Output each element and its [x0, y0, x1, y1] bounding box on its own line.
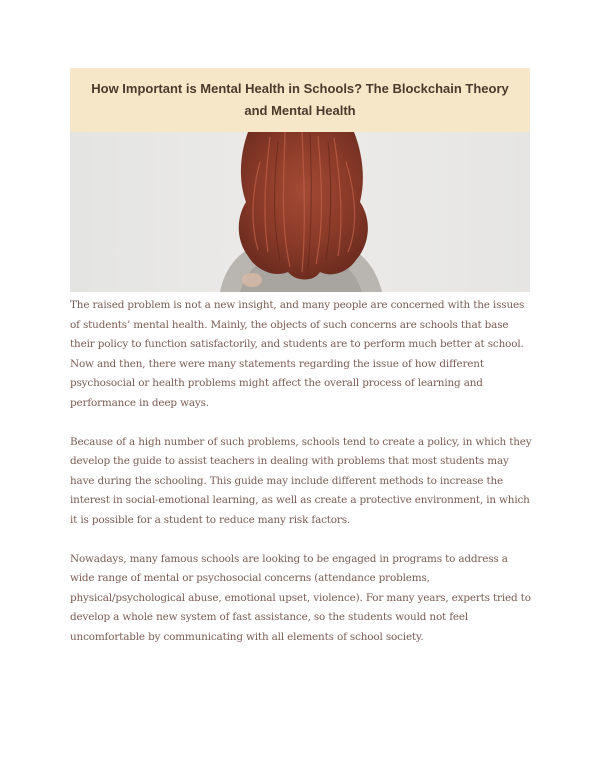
- hero-image: [70, 132, 530, 292]
- title-banner: [70, 68, 530, 132]
- paragraph: Nowadays, many famous schools are looking to be engaged in programs to address a wide range of mental or psychosocial concerns (attendance problems, physical/psychological abuse, emotional upset, violence). For many years, experts tried to develop a whole new system of fast assistance, so the students would not feel uncomfortable by communicating with all elements of school society.: [70, 552, 531, 643]
- paragraph: The raised problem is not a new insight, and many people are concerned with the issues of students’ mental health. Mainly, the objects of such concerns are schools that base their policy to function satisfactorily, and students are to perform much better at school. Now and then, there were many statements regarding the issue of how different psychosocial or health problems might affect the overall process of learning and performance in deep ways.: [70, 299, 525, 409]
- page-title: How Important is Mental Health in Schools? The Blockchain Theory and Mental Health: [91, 81, 509, 118]
- article-body: [70, 296, 534, 667]
- paragraph: Because of a high number of such problems, schools tend to create a policy, in which they develop the guide to assist teachers in dealing with problems that most students may have during the schooling. This guide may include different methods to increase the interest in social-emotional learning, as well as create a protective environment, in which it is possible for a student to reduce many risk factors.: [70, 435, 532, 526]
